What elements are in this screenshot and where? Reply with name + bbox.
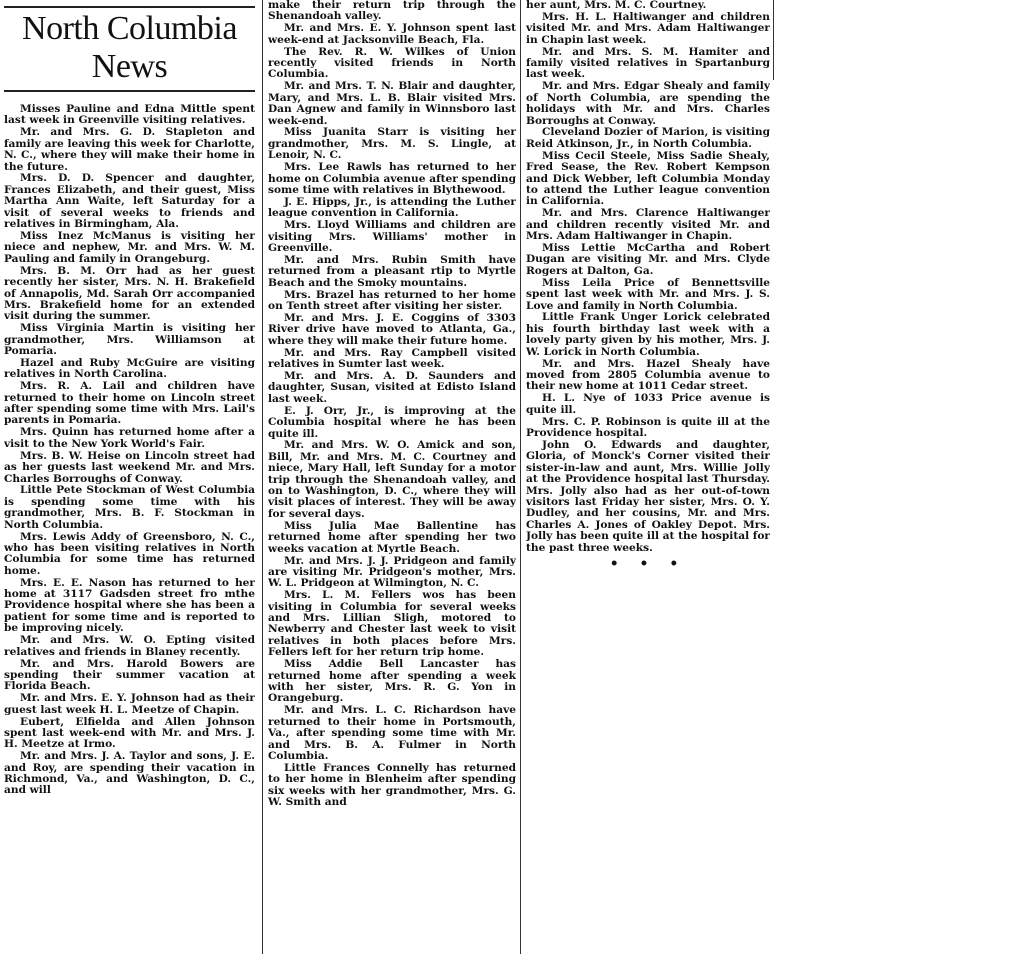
news-item: Little Frank Unger Lorick celebrated his fourth birthday last week with a lovely party given by his mother, Mrs. J. W. Lorick in North Columbia. [526,311,770,358]
news-item: J. E. Hipps, Jr., is attending the Luther league convention in California. [268,195,516,220]
news-item: Mrs. Quinn has returned home after a visit to the New York World's Fair. [4,426,255,450]
news-item: Miss Cecil Steele, Miss Sadie Shealy, Fred Sease, the Rev. Robert Kempson and Dick Webber, left Columbia Monday to attend the Luther league convention in California. [526,149,770,208]
column-3-items [526,0,770,554]
column-rule-right [520,0,521,954]
news-item: Mr. and Mrs. W. O. Epting visited relatives and friends in Blaney recently. [4,634,255,658]
news-item: Mr. and Mrs. L. C. Richardson have returned to their home in Portsmouth, Va., after spending some time with Mr. and Mrs. B. A. Fulmer in North Columbia. [268,704,516,762]
news-item: Mrs. B. W. Heise on Lincoln street had as her guests last weekend Mr. and Mrs. Charles Borroughs of Conway. [4,449,255,485]
news-item: The Rev. R. W. Wilkes of Union recently visited friends in North Columbia. [268,45,516,81]
news-item: Mr. and Mrs. E. Y. Johnson spent last week-end at Jacksonville Beach, Fla. [268,22,516,46]
news-item: make their return trip through the Shenandoah valley. [268,0,516,23]
news-item: Miss Julia Mae Ballentine has returned home after spending her two weeks vacation at Myrtle Beach. [268,519,516,555]
news-item: Miss Lettie McCartha and Robert Dugan are visiting Mr. and Mrs. Clyde Rogers at Dalton, Ga. [526,242,770,277]
news-item: Mrs. E. E. Nason has returned to her home at 3117 Gadsden street fro mthe Providence hospital where she has been a patient for some time and is reported to be improving nicely. [4,576,255,635]
news-item: Hazel and Ruby McGuire are visiting relatives in North Carolina. [4,356,255,381]
column-1-items [4,104,255,797]
column-2-items [268,0,516,808]
news-item: Mrs. B. M. Orr had as her guest recently her sister, Mrs. N. H. Brakefield of Annapolis, Md. Sarah Orr accompanied Mrs. Brakefield home for an extended visit during the summer. [4,264,255,323]
news-item: John O. Edwards and daughter, Gloria, of Monck's Corner visited their sister-in-law and aunt, Mrs. Willie Jolly at the Providence hospital last Thursday. Mrs. Jolly also had as her out-of-town visitors last Friday her sister, Mrs. O. Y. Dudley, and her cousins, Mr. and Mrs. Charles A. Jones of Oakley Depot. Mrs. Jolly has been quite ill at the hospital for the past three weeks. [526,438,770,554]
news-item: Mr. and Mrs. E. Y. Johnson had as their guest last week H. L. Meetze of Chapin. [4,692,255,716]
news-item: Misses Pauline and Edna Mittle spent last week in Greenville visiting relatives. [4,103,255,127]
news-item: Mrs. C. P. Robinson is quite ill at the Providence hospital. [526,415,770,440]
news-item: Mrs. Brazel has returned to her home on Tenth street after visiting her sister. [268,288,516,313]
news-item: E. J. Orr, Jr., is improving at the Columbia hospital where he has been quite ill. [268,404,516,440]
news-item: Mr. and Mrs. T. N. Blair and daughter, Mary, and Mrs. L. B. Blair visited Mrs. Dan Agnew and family in Winnsboro last week-end. [268,80,516,127]
masthead-line-2: News [91,48,168,85]
news-item: H. L. Nye of 1033 Price avenue is quite ill. [526,392,770,416]
news-item: Mr. and Mrs. J. A. Taylor and sons, J. E. and Roy, are spending their vacation in Richmond, Va., and Washington, D. C., and will [4,750,255,797]
column-3 [526,0,770,954]
news-item: Miss Leila Price of Bennettsville spent last week with Mr. and Mrs. J. S. Love and family in North Columbia. [526,276,770,312]
column-rule-left [262,0,263,954]
news-item: Mr. and Mrs. G. D. Stapleton and family are leaving this week for Charlotte, N. C., where they will make their home in the future. [4,126,255,173]
news-item: Miss Addie Bell Lancaster has returned home after spending a week with her sister, Mrs. R. G. Yon in Orangeburg. [268,658,516,705]
news-item: Mr. and Mrs. J. J. Pridgeon and family are visiting Mr. Pridgeon's mother, Mrs. W. L. Pridgeon at Wilmington, N. C. [268,554,516,590]
news-item: Mr. and Mrs. Ray Campbell visited relatives in Sumter last week. [268,346,516,371]
news-item: Mr. and Mrs. Edgar Shealy and family of North Columbia, are spending the holidays with Mr. and Mrs. Charles Borroughs at Conway. [526,80,770,127]
news-item: Mrs. D. D. Spencer and daughter, Frances Elizabeth, and their guest, Miss Martha Ann Waite, left Saturday for a visit of several weeks to friends and relatives in Birmingham, Ala. [4,172,255,231]
column-1 [4,0,255,954]
masthead [4,6,255,92]
news-item: Mr. and Mrs. S. M. Hamiter and family visited relatives in Spartanburg last week. [526,45,770,81]
news-item: Miss Inez McManus is visiting her niece and nephew, Mr. and Mrs. W. M. Pauling and family in Orangeburg. [4,229,255,265]
news-item: Mr. and Mrs. W. O. Amick and son, Bill, Mr. and Mrs. M. C. Courtney and niece, Mary Hall, left Sunday for a motor trip through the Shenandoah valley, and on to Washington, D. C., where they will visit places of interest. They will be away for several days. [268,439,516,520]
news-item: Little Frances Connelly has returned to her home in Blenheim after spending six weeks with her grandmother, Mrs. G. W. Smith and [268,761,516,809]
news-item: Mrs. Lloyd Williams and children are visiting Mrs. Williams' mother in Greenville. [268,219,516,255]
news-item: Mrs. Lewis Addy of Greensboro, N. C., who has been visiting relatives in North Columbia for some time has returned home. [4,530,255,577]
column-rule-far-right [773,0,774,80]
news-item: Mr. and Mrs. Hazel Shealy have moved from 2805 Columbia avenue to their new home at 1011 Cedar street. [526,357,770,393]
news-item: Mr. and Mrs. A. D. Saunders and daughter, Susan, visited at Edisto Island last week. [268,370,516,405]
news-item: Little Pete Stockman of West Columbia is spending some time with his grandmother, Mrs. B. F. Stockman in North Columbia. [4,484,255,531]
news-item: Mrs. Lee Rawls has returned to her home on Columbia avenue after spending some time with relatives in Blythewood. [268,161,516,196]
news-item: Mrs. H. L. Haltiwanger and children visited Mr. and Mrs. Adam Haltiwanger in Chapin last week. [526,10,770,46]
end-mark: • • • [609,556,687,572]
news-item: Mrs. L. M. Fellers wos has been visiting in Columbia for several weeks and Mrs. Lillian Sligh, motored to Newberry and Chester last week to visit relatives in both places before Mrs. Fellers left for her return trip home. [268,589,516,659]
news-item: Cleveland Dozier of Marion, is visiting Reid Atkinson, Jr., in North Columbia. [526,126,770,150]
news-item: Miss Virginia Martin is visiting her grandmother, Mrs. Williamson at Pomaria. [4,322,255,358]
news-item: Eubert, Elfielda and Allen Johnson spent last week-end with Mr. and Mrs. J. H. Meetze at Irmo. [4,715,255,751]
news-item: Mrs. R. A. Lail and children have returned to their home on Lincoln street after spending some time with Mrs. Lail's parents in Pomaria. [4,380,255,427]
news-item: Mr. and Mrs. Rubin Smith have returned from a pleasant rtip to Myrtle Beach and the Smoky mountains. [268,253,516,289]
news-item: Mr. and Mrs. Harold Bowers are spending their summer vacation at Florida Beach. [4,657,255,693]
masthead-line-1: North Columbia [22,10,237,47]
news-item: her aunt, Mrs. M. C. Courtney. [526,0,707,11]
news-item: Miss Juanita Starr is visiting her grandmother, Mrs. M. S. Lingle, at Lenoir, N. C. [268,126,516,162]
column-2 [268,0,516,954]
news-item: Mr. and Mrs. J. E. Coggins of 3303 River drive have moved to Atlanta, Ga., where they will make their future home. [268,311,516,347]
news-item: Mr. and Mrs. Clarence Haltiwanger and children recently visited Mr. and Mrs. Adam Haltiwanger in Chapin. [526,207,770,243]
